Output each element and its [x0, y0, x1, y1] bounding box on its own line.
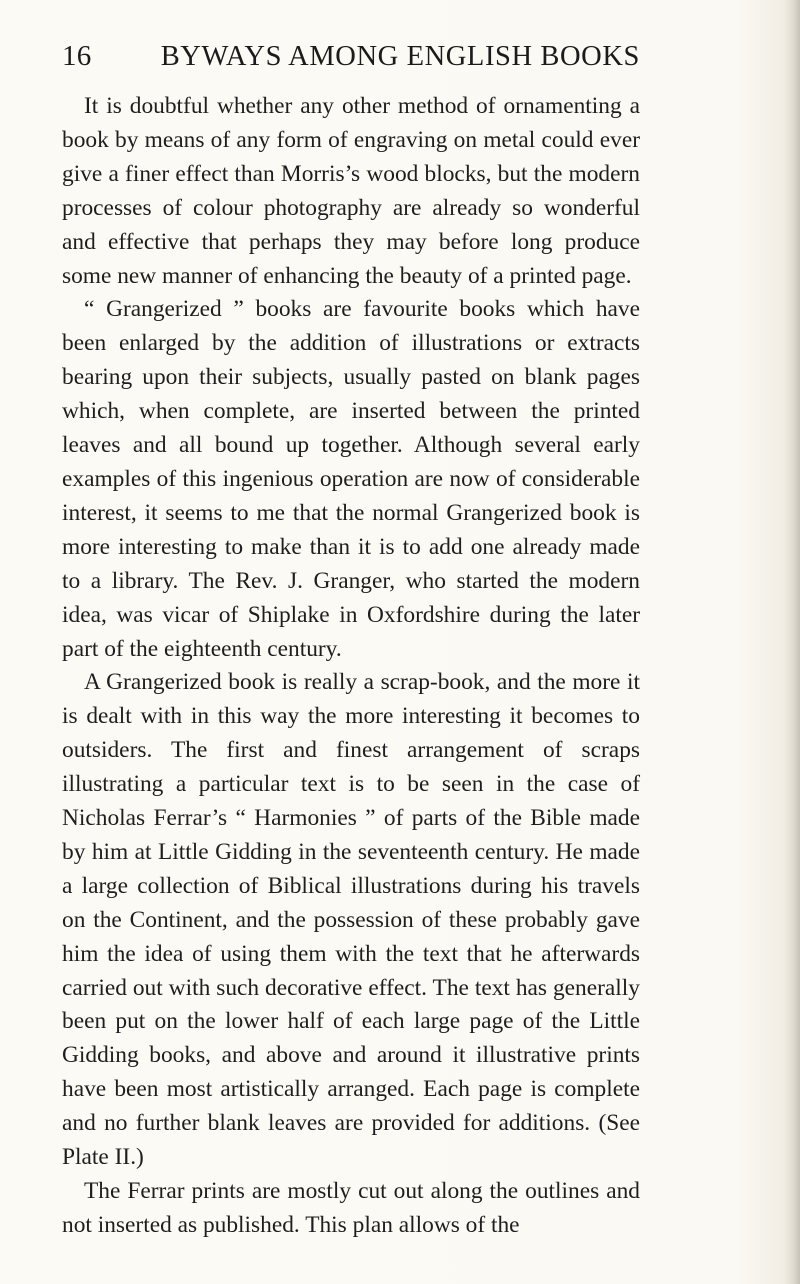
- paragraph-4: The Ferrar prints are mostly cut out along the outlines and not inserted as published. This plan allows of the: [62, 1178, 640, 1238]
- page-number: 16: [62, 40, 92, 72]
- paragraph-1: It is doubtful whether any other method of ornamenting a book by means of any form of engraving on metal could ever give a finer effect than Morris’s wood blocks, but the modern processes of colour photography are already so wonderful and effective that perhaps they may before long produce some new manner of enhancing the beauty of a printed page.: [62, 93, 640, 289]
- paragraph-3: A Grangerized book is really a scrap-book, and the more it is dealt with in this way the more interesting it becomes to outsiders. The first and finest arrangement of scraps illustrating a particular text is to be seen in the case of Nicholas Ferrar’s “ Harmonies ” of parts of the Bible made by him at Little Gidding in the seventeenth century. He made a large collection of Biblical illustrations during his travels on the Continent, and the possession of these probably gave him the idea of using them with the text that he afterwards carried out with such decorative effect. The text has generally been put on the lower half of each large page of the Little Gidding books, and above and around it illustrative prints have been most artistically arranged. Each page is complete and no further blank leaves are provided for additions. (See Plate II.): [62, 669, 640, 1171]
- page-edge-shadow: [784, 0, 800, 1284]
- paragraph-2: “ Grangerized ” books are favourite books which have been enlarged by the addition of illustrations or extracts bearing upon their subjects, usually pasted on blank pages which, when complete, are inserted between the printed leaves and all bound up together. Although several early examples of this ingenious operation are now of considerable interest, it seems to me that the normal Grangerized book is more interesting to make than it is to add one already made to a library. The Rev. J. Granger, who started the modern idea, was vicar of Shiplake in Oxfordshire during the later part of the eighteenth century.: [62, 296, 640, 662]
- body-text: [62, 90, 640, 1243]
- running-header: [62, 40, 640, 80]
- running-title: BYWAYS AMONG ENGLISH BOOKS: [160, 41, 640, 72]
